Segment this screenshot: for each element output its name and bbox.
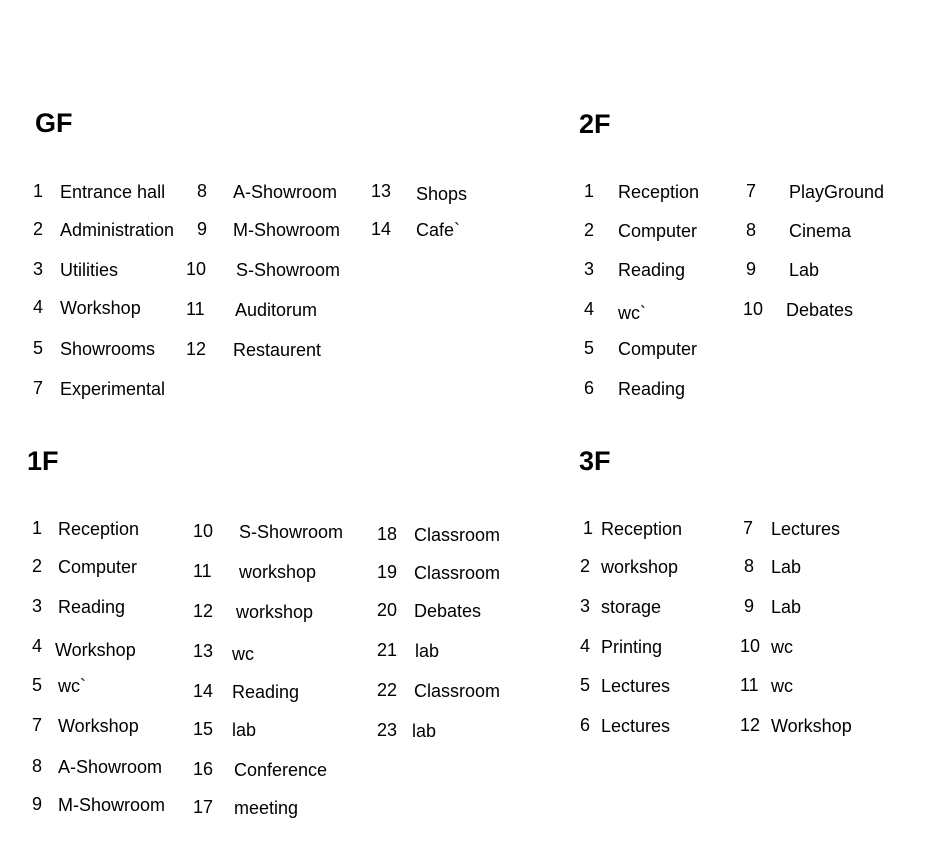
- room-number: 1: [33, 181, 44, 201]
- room-number: 21: [377, 640, 398, 660]
- room-name: Reception: [618, 182, 700, 202]
- room-name: A-Showroom: [233, 182, 338, 202]
- room-number: 2: [32, 556, 43, 576]
- room-name: Administration: [60, 220, 175, 240]
- room-number: 6: [584, 378, 595, 398]
- room-name: Auditorum: [235, 300, 318, 320]
- room-name: Reception: [601, 519, 683, 539]
- room-number: 10: [186, 259, 207, 279]
- room-name: wc: [232, 644, 254, 664]
- room-number: 7: [33, 378, 44, 398]
- room-number: 19: [377, 562, 398, 582]
- room-number: 18: [377, 524, 398, 544]
- room-number: 1: [583, 518, 594, 538]
- floor-title: 2F: [579, 109, 611, 139]
- room-name: Lectures: [601, 716, 671, 736]
- room-number: 2: [580, 556, 591, 576]
- room-name: A-Showroom: [58, 757, 163, 777]
- room-number: 7: [743, 518, 754, 538]
- room-name: lab: [415, 641, 440, 661]
- room-name: Lab: [771, 557, 802, 577]
- room-number: 8: [32, 756, 43, 776]
- room-number: 5: [580, 675, 591, 695]
- room-name: lab: [412, 721, 437, 741]
- room-name: Cinema: [789, 221, 852, 241]
- floor-title: 1F: [27, 446, 59, 476]
- room-name: S-Showroom: [236, 260, 341, 280]
- room-number: 7: [32, 715, 43, 735]
- room-number: 2: [33, 219, 44, 239]
- room-number: 13: [371, 181, 392, 201]
- room-name: Shops: [416, 184, 468, 204]
- room-name: Utilities: [60, 260, 119, 280]
- room-name: M-Showroom: [233, 220, 341, 240]
- room-number: 4: [32, 636, 43, 656]
- room-name: Reading: [232, 682, 300, 702]
- room-name: Computer: [58, 557, 138, 577]
- room-number: 20: [377, 600, 398, 620]
- room-number: 3: [32, 596, 43, 616]
- room-number: 15: [193, 719, 214, 739]
- room-number: 10: [193, 521, 214, 541]
- room-number: 6: [580, 715, 591, 735]
- room-number: 12: [193, 601, 214, 621]
- room-name: Classroom: [414, 525, 501, 545]
- floor-title: 3F: [579, 446, 611, 476]
- room-name: Showrooms: [60, 339, 156, 359]
- room-name: workshop: [239, 562, 317, 582]
- room-name: Restaurent: [233, 340, 322, 360]
- room-number: 11: [740, 675, 759, 695]
- room-name: wc: [771, 676, 793, 696]
- room-number: 4: [33, 297, 44, 317]
- room-number: 11: [193, 561, 212, 581]
- room-name: PlayGround: [789, 182, 885, 202]
- room-number: 9: [744, 596, 755, 616]
- room-name: Reading: [58, 597, 126, 617]
- room-number: 9: [746, 259, 757, 279]
- room-number: 5: [32, 675, 43, 695]
- room-name: Computer: [618, 339, 698, 359]
- room-number: 3: [33, 259, 44, 279]
- room-number: 3: [584, 259, 595, 279]
- room-number: 8: [746, 220, 757, 240]
- room-number: 12: [186, 339, 207, 359]
- room-name: Computer: [618, 221, 698, 241]
- room-name: Reading: [618, 379, 686, 399]
- room-name: Lab: [789, 260, 820, 280]
- room-name: Workshop: [60, 298, 141, 318]
- room-name: Conference: [234, 760, 328, 780]
- room-number: 9: [197, 219, 208, 239]
- room-number: 4: [580, 636, 591, 656]
- room-name: Debates: [786, 300, 854, 320]
- room-name: Lab: [771, 597, 802, 617]
- room-name: wc`: [58, 676, 86, 696]
- room-name: Debates: [414, 601, 482, 621]
- room-number: 2: [584, 220, 595, 240]
- room-number: 3: [580, 596, 591, 616]
- room-number: 14: [371, 219, 392, 239]
- room-number: 14: [193, 681, 214, 701]
- room-name: Printing: [601, 637, 663, 657]
- room-number: 11: [186, 299, 205, 319]
- room-name: Workshop: [771, 716, 852, 736]
- room-name: Lectures: [601, 676, 671, 696]
- room-name: Workshop: [55, 640, 136, 660]
- room-name: Experimental: [60, 379, 166, 399]
- room-name: workshop: [601, 557, 679, 577]
- room-number: 8: [197, 181, 208, 201]
- room-number: 9: [32, 794, 43, 814]
- room-name: S-Showroom: [239, 522, 344, 542]
- room-name: Workshop: [58, 716, 139, 736]
- room-number: 7: [746, 181, 757, 201]
- room-number: 10: [740, 636, 761, 656]
- room-name: M-Showroom: [58, 795, 166, 815]
- floor-title: GF: [35, 108, 73, 138]
- room-name: Entrance hall: [60, 182, 166, 202]
- room-number: 16: [193, 759, 214, 779]
- room-number: 23: [377, 720, 398, 740]
- room-number: 8: [744, 556, 755, 576]
- room-name: Reading: [618, 260, 686, 280]
- room-name: workshop: [236, 602, 314, 622]
- room-name: wc`: [618, 303, 646, 323]
- room-name: meeting: [234, 798, 299, 818]
- room-name: Classroom: [414, 681, 501, 701]
- room-number: 13: [193, 641, 214, 661]
- room-number: 1: [584, 181, 595, 201]
- room-number: 5: [584, 338, 595, 358]
- room-number: 1: [32, 518, 43, 538]
- room-name: Classroom: [414, 563, 501, 583]
- room-number: 12: [740, 715, 761, 735]
- room-name: lab: [232, 720, 257, 740]
- room-name: Reception: [58, 519, 140, 539]
- room-name: wc: [771, 637, 793, 657]
- room-number: 5: [33, 338, 44, 358]
- room-number: 4: [584, 299, 595, 319]
- room-number: 22: [377, 680, 398, 700]
- room-name: storage: [601, 597, 662, 617]
- room-name: Cafe`: [416, 220, 461, 240]
- room-number: 10: [743, 299, 764, 319]
- room-name: Lectures: [771, 519, 841, 539]
- room-number: 17: [193, 797, 214, 817]
